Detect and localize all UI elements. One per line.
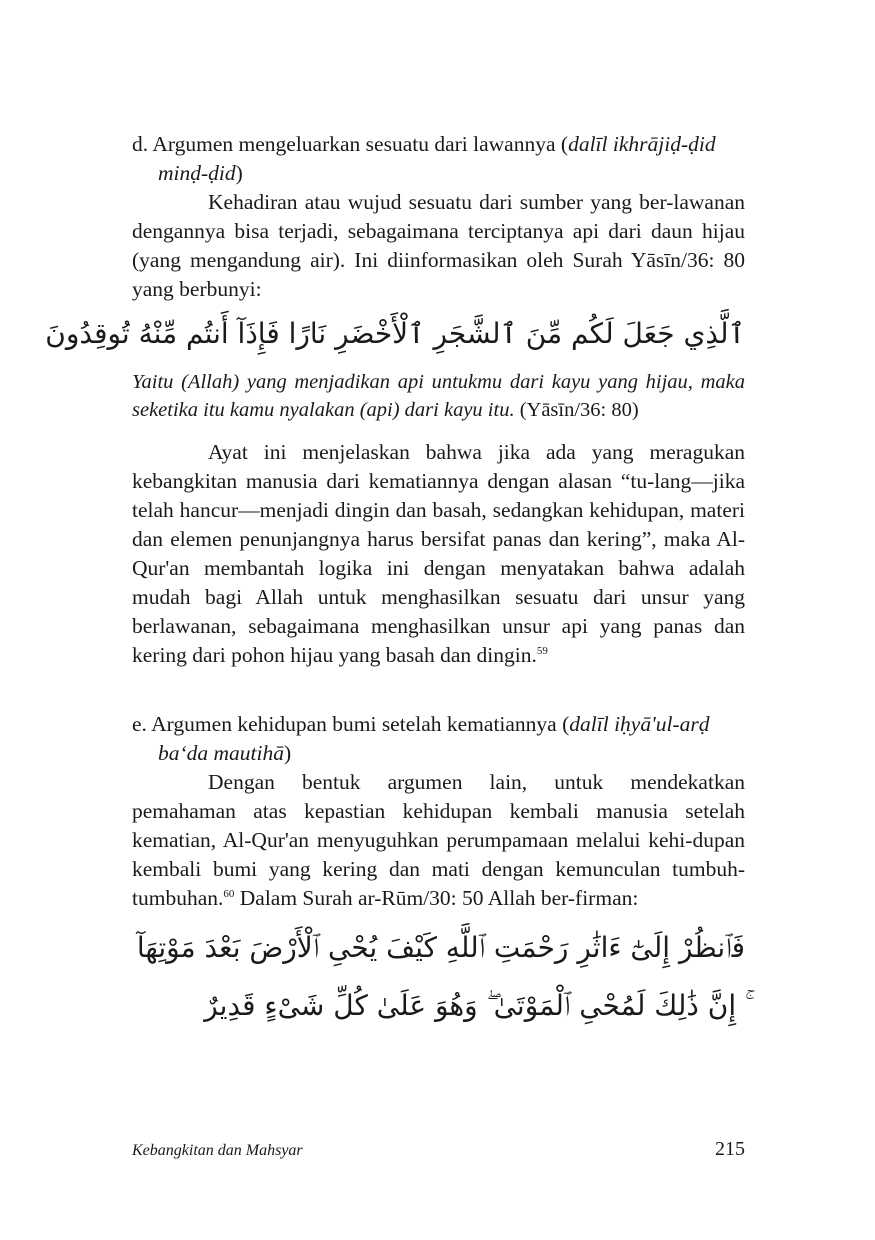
section-d-label: d. (132, 132, 149, 156)
section-e-heading: e. Argumen kehidupan bumi setelah kematiannya (dalīl iḥyā'ul-arḍ ba‘da mautihā) (132, 712, 710, 765)
section-d-heading: d. Argumen mengeluarkan sesuatu dari lawannya (dalīl ikhrājiḍ-ḍid minḍ-ḍid) (132, 132, 716, 185)
footer-book-title: Kebangkitan dan Mahsyar (132, 1142, 303, 1159)
paragraph-e-text-b: Dalam Surah ar-Rūm/30: 50 Allah ber-firman: (234, 886, 639, 910)
page-footer (132, 1138, 745, 1161)
paragraph-2-text: Ayat ini menjelaskan bahwa jika ada yang meragukan kebangkitan manusia dari kematiannya dengan alasan “tu-lang—jika telah hancur—menjadi dingin dan basah, sedangkan kehidupan, materi dan elemen penunjangnya harus bersifat panas dan kering”, maka Al-Qur'an membantah logika ini dengan menyatakan bahwa adalah mudah bagi Allah untuk menghasilkan sesuatu dari unsur yang berlawanan, sebagaimana menghasilkan unsur api yang panas dan kering dari pohon hijau yang basah dan dingin. (132, 440, 745, 667)
section-d-transliteration: dalīl ikhrājiḍ-ḍid minḍ-ḍid (158, 132, 716, 185)
translation-text: Yaitu (Allah) yang menjadikan api untukmu dari kayu yang hijau, maka seketika itu kamu nyalakan (api) dari kayu itu. (132, 371, 745, 421)
section-d-title: Argumen mengeluarkan sesuatu dari lawannya (152, 132, 556, 156)
section-e-title: Argumen kehidupan bumi setelah kematiannya (151, 712, 557, 736)
section-d-paragraph-2 (132, 438, 745, 670)
quran-verse-yasin-80: ٱلَّذِي جَعَلَ لَكُم مِّنَ ٱلشَّجَرِ ٱلْأَخْضَرِ نَارًا فَإِذَآ أَنتُم مِّنْهُ تُوقِدُونَ (45, 317, 745, 350)
section-d-paragraph-1: Kehadiran atau wujud sesuatu dari sumber yang ber-lawanan dengannya bisa terjadi, sebagaimana terciptanya api dari daun hijau (yang mengandung air). Ini diinformasikan oleh Surah Yāsīn/36: 80 yang berbunyi: (132, 190, 745, 301)
section-e-transliteration: dalīl iḥyā'ul-arḍ ba‘da mautihā (158, 712, 710, 765)
section-e-label: e. (132, 712, 147, 736)
quran-verse-rum-50: فَٱنظُرْ إِلَىٰٓ ءَاثَٰرِ رَحْمَتِ ٱللَّهِ كَيْفَ يُحْىِ ٱلْأَرْضَ بَعْدَ مَوْتِهَآ ۚ إِنَّ ذَٰلِكَ لَمُحْىِ ٱلْمَوْتَىٰ ۖ وَهُوَ عَلَىٰ كُلِّ شَىْءٍ قَدِيرٌ (136, 931, 745, 1022)
section-e-paragraph-1 (132, 768, 745, 913)
verse-translation-yasin (132, 368, 745, 424)
page-body (45, 120, 745, 1045)
paragraph-e-text-a: Dengan bentuk argumen lain, untuk mendekatkan pemahaman atas kepastian kehidupan kembali manusia setelah kematian, Al-Qur'an menyuguhkan perumpamaan melalui kehi-dupan kembali bumi yang kering dan mati dengan kemunculan tumbuh-tumbuhan. (132, 770, 745, 910)
footnote-60: 60 (223, 887, 235, 900)
footnote-59: 59 (536, 644, 548, 657)
page-number: 215 (715, 1138, 745, 1160)
translation-reference: (Yāsīn/36: 80) (519, 399, 639, 421)
